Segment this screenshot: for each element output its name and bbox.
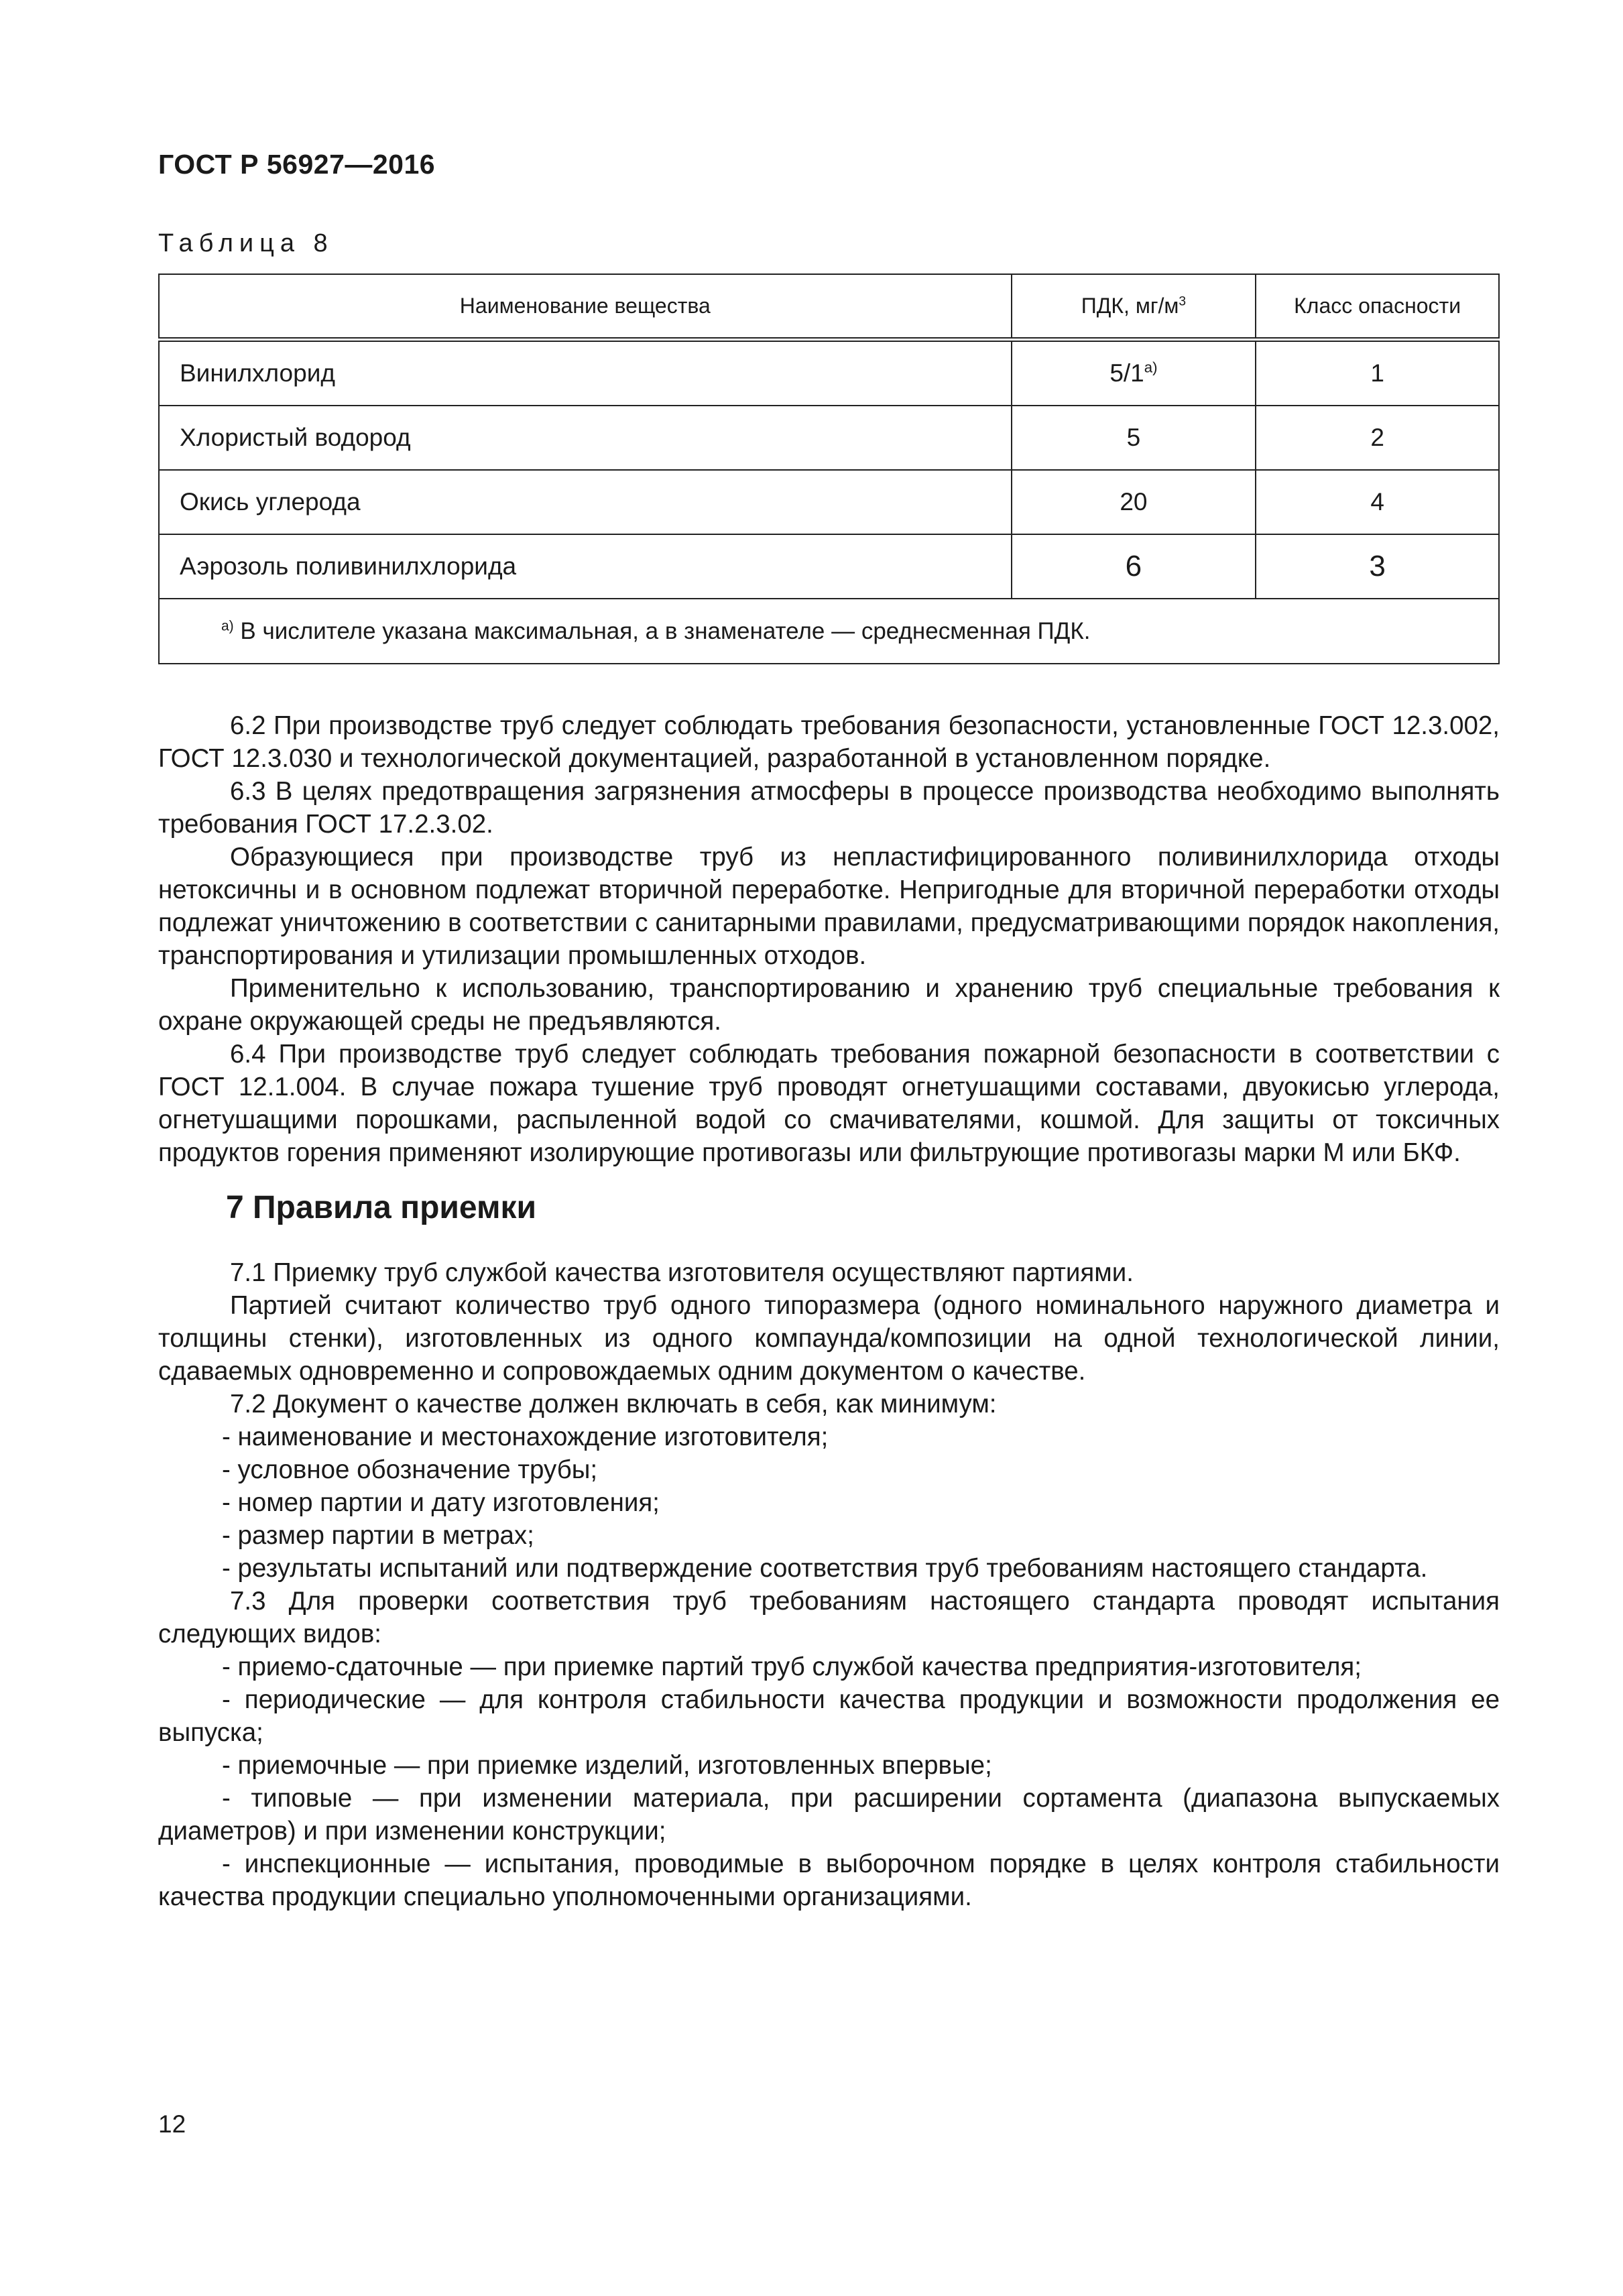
cell-substance: Хлористый водород bbox=[159, 406, 1012, 470]
list-item: - номер партии и дату изготовления; bbox=[222, 1488, 660, 1517]
list-item: - результаты испытаний или подтверждение соответствия труб требованиям настоящего стандарта. bbox=[222, 1554, 1428, 1583]
table-row bbox=[159, 406, 1499, 470]
col-header-pdk-sup: 3 bbox=[1179, 294, 1187, 309]
cell-substance: Окись углерода bbox=[159, 470, 1012, 534]
list-item: - наименование и местонахождение изготовителя; bbox=[222, 1423, 829, 1451]
paragraph-6-2: 6.2 При производстве труб следует соблюдать требования безопасности, установленные ГОСТ 12.3.002, ГОСТ 12.3.030 и технологической документацией, разработанной в установленном порядке. bbox=[158, 711, 1500, 773]
cell-hazard-class: 4 bbox=[1256, 470, 1499, 534]
paragraph-7-1-batch: Партией считают количество труб одного типоразмера (одного номинального наружного диаметра и толщины стенки), изготовленных из одного компаунда/композиции на одной технологической линии, сдаваемых одновременно и сопровождаемых одним документом о качестве. bbox=[158, 1291, 1500, 1386]
cell-hazard-class: 3 bbox=[1256, 534, 1499, 599]
paragraph-6-3-environment: Применительно к использованию, транспортированию и хранению труб специальные требования к охране окружающей среды не предъявляются. bbox=[158, 974, 1500, 1036]
paragraph-7-1: 7.1 Приемку труб службой качества изготовителя осуществляют партиями. bbox=[230, 1258, 1134, 1287]
col-header-pdk bbox=[1012, 274, 1256, 340]
footnote-mark: а) bbox=[221, 617, 234, 633]
cell-substance: Аэрозоль поливинилхлорида bbox=[159, 534, 1012, 599]
paragraph-6-4: 6.4 При производстве труб следует соблюдать требования пожарной безопасности в соответствии с ГОСТ 12.1.004. В случае пожара тушение труб проводят огнетушащими составами, двуокисью углерода, огнетушащими порошками, распыленной водой со смачивателями, кошмой. Для защиты от токсичных продуктов горения применяют изолирующие противогазы или фильтрующие противогазы марки М или БКФ. bbox=[158, 1040, 1500, 1167]
cell-pdk bbox=[1012, 340, 1256, 406]
list-item: - периодические — для контроля стабильности качества продукции и возможности продолжения ее выпуска; bbox=[158, 1685, 1500, 1747]
section-7-title: 7 Правила приемки bbox=[226, 1190, 537, 1225]
cell-pdk: 6 bbox=[1012, 534, 1256, 599]
cell-substance: Винилхлорид bbox=[159, 340, 1012, 406]
document-header: ГОСТ Р 56927—2016 bbox=[158, 149, 436, 180]
document-body bbox=[158, 709, 1500, 1913]
table-footnote-row bbox=[159, 599, 1499, 664]
paragraph-7-2: 7.2 Документ о качестве должен включать в себя, как минимум: bbox=[230, 1390, 997, 1418]
table-row bbox=[159, 340, 1499, 406]
col-header-pdk-text: ПДК, мг/м bbox=[1081, 294, 1179, 318]
list-item: - условное обозначение трубы; bbox=[222, 1455, 598, 1484]
cell-hazard-class: 1 bbox=[1256, 340, 1499, 406]
substances-table bbox=[158, 274, 1500, 664]
paragraph-6-3-waste: Образующиеся при производстве труб из непластифицированного поливинилхлорида отходы нетоксичны и в основном подлежат вторичной переработке. Непригодные для вторичной переработки отходы подлежат уничтожению в соответствии с санитарными правилами, предусматривающими порядок накопления, транспортирования и утилизации промышленных отходов. bbox=[158, 843, 1500, 970]
col-header-substance: Наименование вещества bbox=[159, 274, 1012, 340]
cell-pdk-footnote-mark: а) bbox=[1144, 359, 1158, 376]
footnote-text: В числителе указана максимальная, а в знаменателе — среднесменная ПДК. bbox=[233, 617, 1091, 644]
col-header-hazard-class: Класс опасности bbox=[1256, 274, 1499, 340]
table-row bbox=[159, 534, 1499, 599]
list-item: - приемочные — при приемке изделий, изготовленных впервые; bbox=[222, 1751, 992, 1780]
list-item: - размер партии в метрах; bbox=[222, 1521, 534, 1550]
table-header-row bbox=[159, 274, 1499, 340]
list-item: - типовые — при изменении материала, при расширении сортамента (диапазона выпускаемых диаметров) и при изменении конструкции; bbox=[158, 1784, 1500, 1846]
table-caption: Таблица 8 bbox=[158, 229, 334, 257]
page-number: 12 bbox=[158, 2110, 186, 2138]
list-item: - инспекционные — испытания, проводимые в выборочном порядке в целях контроля стабильности качества продукции специально уполномоченными организациями. bbox=[158, 1850, 1500, 1911]
document-page bbox=[158, 0, 1500, 2296]
table-footnote bbox=[159, 599, 1499, 664]
list-item: - приемо-сдаточные — при приемке партий труб службой качества предприятия-изготовителя; bbox=[222, 1652, 1362, 1681]
cell-pdk-value: 5/1 bbox=[1109, 359, 1144, 387]
table-row bbox=[159, 470, 1499, 534]
paragraph-7-3: 7.3 Для проверки соответствия труб требованиям настоящего стандарта проводят испытания следующих видов: bbox=[158, 1587, 1500, 1648]
cell-hazard-class: 2 bbox=[1256, 406, 1499, 470]
paragraph-6-3: 6.3 В целях предотвращения загрязнения атмосферы в процессе производства необходимо выполнять требования ГОСТ 17.2.3.02. bbox=[158, 777, 1500, 839]
cell-pdk: 20 bbox=[1012, 470, 1256, 534]
cell-pdk: 5 bbox=[1012, 406, 1256, 470]
